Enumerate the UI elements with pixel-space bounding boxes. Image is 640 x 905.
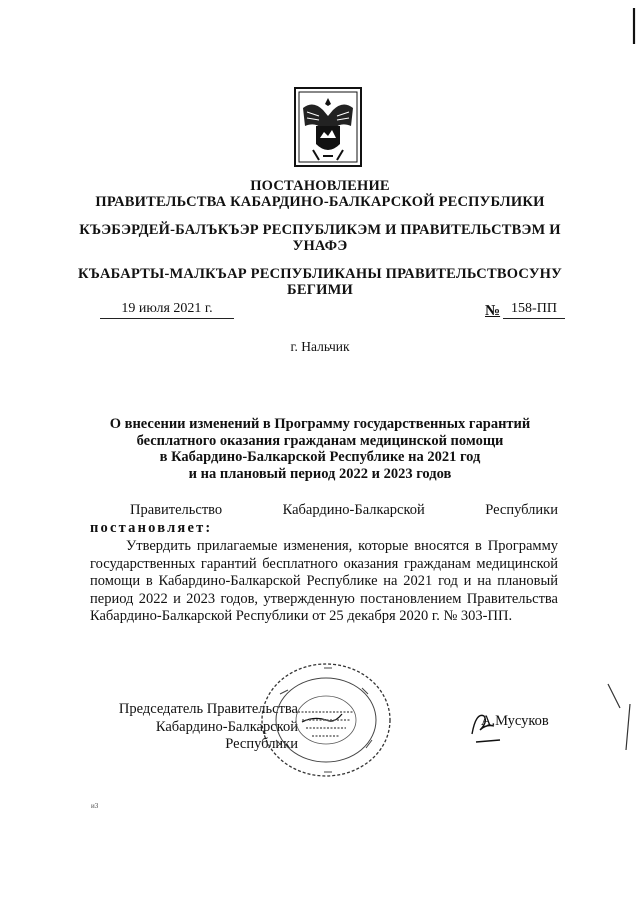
subject-heading [0,416,640,482]
margin-mark [600,680,636,770]
footer-mark: и3 [91,802,99,810]
preamble [90,502,558,520]
document-title: ПОСТАНОВЛЕНИЕ [250,178,390,194]
number-label: № [485,303,501,319]
signatory-position-line: Председатель Правительства [118,701,298,717]
organization-name-kbd-cont: УНАФЭ [292,238,348,254]
signature-scribble [466,706,506,746]
body-text: Утвердить прилагаемые изменения, которые вносятся в Программу государственных гарантий бесплатного оказания гражданам медицинской помощи в Кабардино-Балкарской Республике на 2021 год и на плановый период 2022 и 2023 годов, утвержденную постановлением Правительства Кабардино-Балкарской Республики от 25 декабря 2020 г. № 303-ПП. [90,538,558,624]
subject-line: в Кабардино-Балкарской Республике на 2021 год [159,449,481,465]
coat-of-arms-icon [293,86,363,168]
document-number: 158-ПП [503,300,565,319]
signatory-position-line: Кабардино-Балкарской Республики [155,718,298,752]
organization-name-krc: КЪАБАРТЫ-МАЛКЪАР РЕСПУБЛИКАНЫ ПРАВИТЕЛЬСТВОСУНУ [78,266,562,282]
subject-line: и на плановый период 2022 и 2023 годов [188,465,452,482]
preamble-text: Правительство Кабардино-Балкарской Республики [130,502,558,518]
city: г. Нальчик [290,339,350,354]
signatory-name: А.Мусуков [481,713,549,729]
organization-name-kbd: КЪЭБЭРДЕЙ-БАЛЪКЪЭР РЕСПУБЛИКЭМ И ПРАВИТЕЛЬСТВЭМ И [79,222,561,238]
document-date: 19 июля 2021 г. [100,300,234,319]
round-seal-icon [258,660,394,780]
organization-name-ru: ПРАВИТЕЛЬСТВА КАБАРДИНО-БАЛКАРСКОЙ РЕСПУБЛИКИ [95,194,545,210]
organization-name-krc-cont: БЕГИМИ [287,282,353,298]
subject-line: бесплатного оказания гражданам медицинской помощи [136,432,504,449]
subject-line: О внесении изменений в Программу государственных гарантий [109,416,531,432]
decree-word: постановляет: [90,520,213,536]
margin-mark [616,0,640,50]
